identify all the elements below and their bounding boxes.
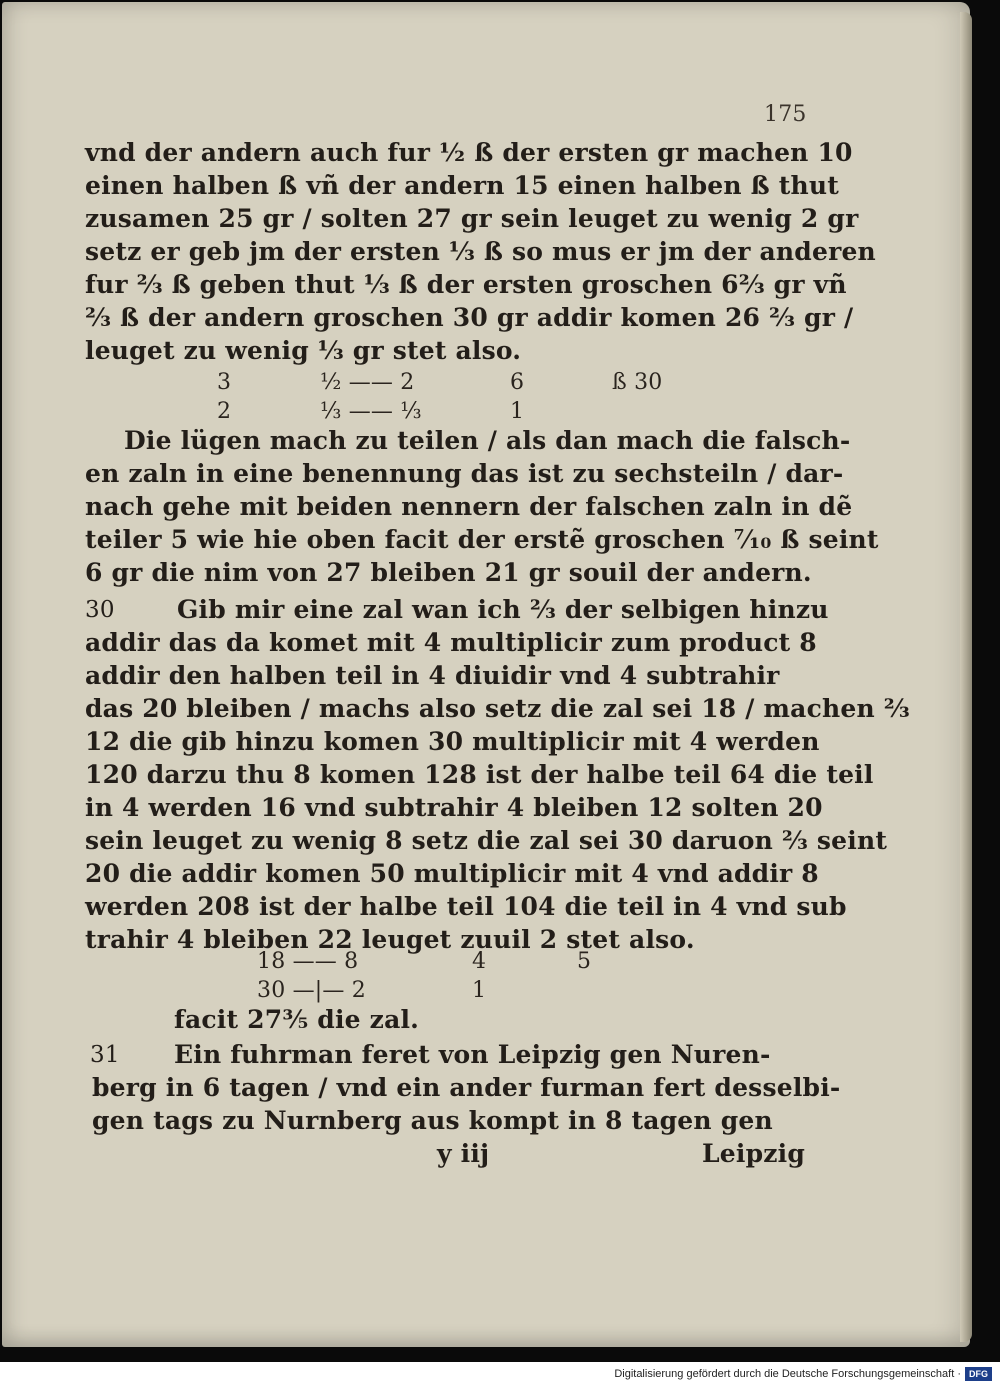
text-line: addir das da komet mit 4 multiplicir zum product 8 [85, 628, 817, 657]
text-line: berg in 6 tagen / vnd ein ander furman fert desselbi- [92, 1073, 841, 1102]
table-cell: 5 [577, 949, 592, 974]
problem-number: 31 [90, 1042, 120, 1068]
text-line: zusamen 25 gr / solten 27 gr sein leuget zu wenig 2 gr [85, 204, 859, 233]
text-line: Ein fuhrman feret von Leipzig gen Nuren- [174, 1040, 771, 1069]
dfg-logo-icon: DFG [965, 1367, 992, 1381]
table-cell: ⅓ —— ⅓ [320, 399, 422, 424]
text-line: gen tags zu Nurnberg aus kompt in 8 tagen gen [92, 1106, 773, 1135]
page-text [2, 2, 970, 1347]
text-line: nach gehe mit beiden nennern der falschen zaln in dẽ [85, 492, 853, 521]
text-line: 20 die addir komen 50 multiplicir mit 4 vnd addir 8 [85, 859, 819, 888]
text-line: fur ⅔ ß geben thut ⅓ ß der ersten groschen 6⅔ gr vñ [85, 270, 847, 299]
table-cell: 3 [217, 370, 232, 395]
table-cell: 1 [472, 978, 487, 1003]
facit-line: facit 27⅗ die zal. [174, 1005, 420, 1034]
text-line: ⅔ ß der andern groschen 30 gr addir komen 26 ⅔ gr / [85, 303, 854, 332]
table-cell: ß 30 [612, 370, 663, 395]
text-line: vnd der andern auch fur ½ ß der ersten gr machen 10 [85, 138, 853, 167]
table-cell: 1 [510, 399, 525, 424]
problem-number: 30 [85, 597, 115, 623]
text-line: 6 gr die nim von 27 bleiben 21 gr souil der andern. [85, 558, 812, 587]
table-cell: 18 —— 8 [257, 949, 359, 974]
table-cell: 2 [217, 399, 232, 424]
book-page [2, 2, 970, 1347]
text-line: Gib mir eine zal wan ich ⅔ der selbigen hinzu [177, 595, 829, 624]
text-line: das 20 bleiben / machs also setz die zal sei 18 / machen ⅔ [85, 694, 910, 723]
text-line: setz er geb jm der ersten ⅓ ß so mus er jm der anderen [85, 237, 876, 266]
footer-text: Digitalisierung gefördert durch die Deutsche Forschungsgemeinschaft · [614, 1368, 961, 1380]
text-line: teiler 5 wie hie oben facit der erstẽ groschen ⁷⁄₁₀ ß seint [85, 525, 879, 554]
text-line: addir den halben teil in 4 diuidir vnd 4 subtrahir [85, 661, 780, 690]
text-line: leuget zu wenig ⅓ gr stet also. [85, 336, 522, 365]
catchword: Leipzig [702, 1139, 806, 1168]
text-line: en zaln in eine benennung das ist zu sechsteiln / dar- [85, 459, 844, 488]
text-line: 120 darzu thu 8 komen 128 ist der halbe teil 64 die teil [85, 760, 874, 789]
page-number: 175 [764, 102, 807, 127]
text-line: sein leuget zu wenig 8 setz die zal sei 30 daruon ⅔ seint [85, 826, 888, 855]
text-line: trahir 4 bleiben 22 leuget zuuil 2 stet also. [85, 925, 695, 954]
table-cell: 6 [510, 370, 525, 395]
text-line: in 4 werden 16 vnd subtrahir 4 bleiben 12 solten 20 [85, 793, 823, 822]
table-cell: 4 [472, 949, 487, 974]
signature-mark: y iij [437, 1139, 490, 1168]
table-cell: ½ —— 2 [320, 370, 415, 395]
digitization-footer [560, 1366, 992, 1382]
text-line: 12 die gib hinzu komen 30 multiplicir mit 4 werden [85, 727, 820, 756]
text-line: werden 208 ist der halbe teil 104 die teil in 4 vnd sub [85, 892, 847, 921]
text-line: Die lügen mach zu teilen / als dan mach die falsch- [124, 426, 851, 455]
text-line: einen halben ß vñ der andern 15 einen halben ß thut [85, 171, 840, 200]
table-cell: 30 —|— 2 [257, 978, 366, 1003]
